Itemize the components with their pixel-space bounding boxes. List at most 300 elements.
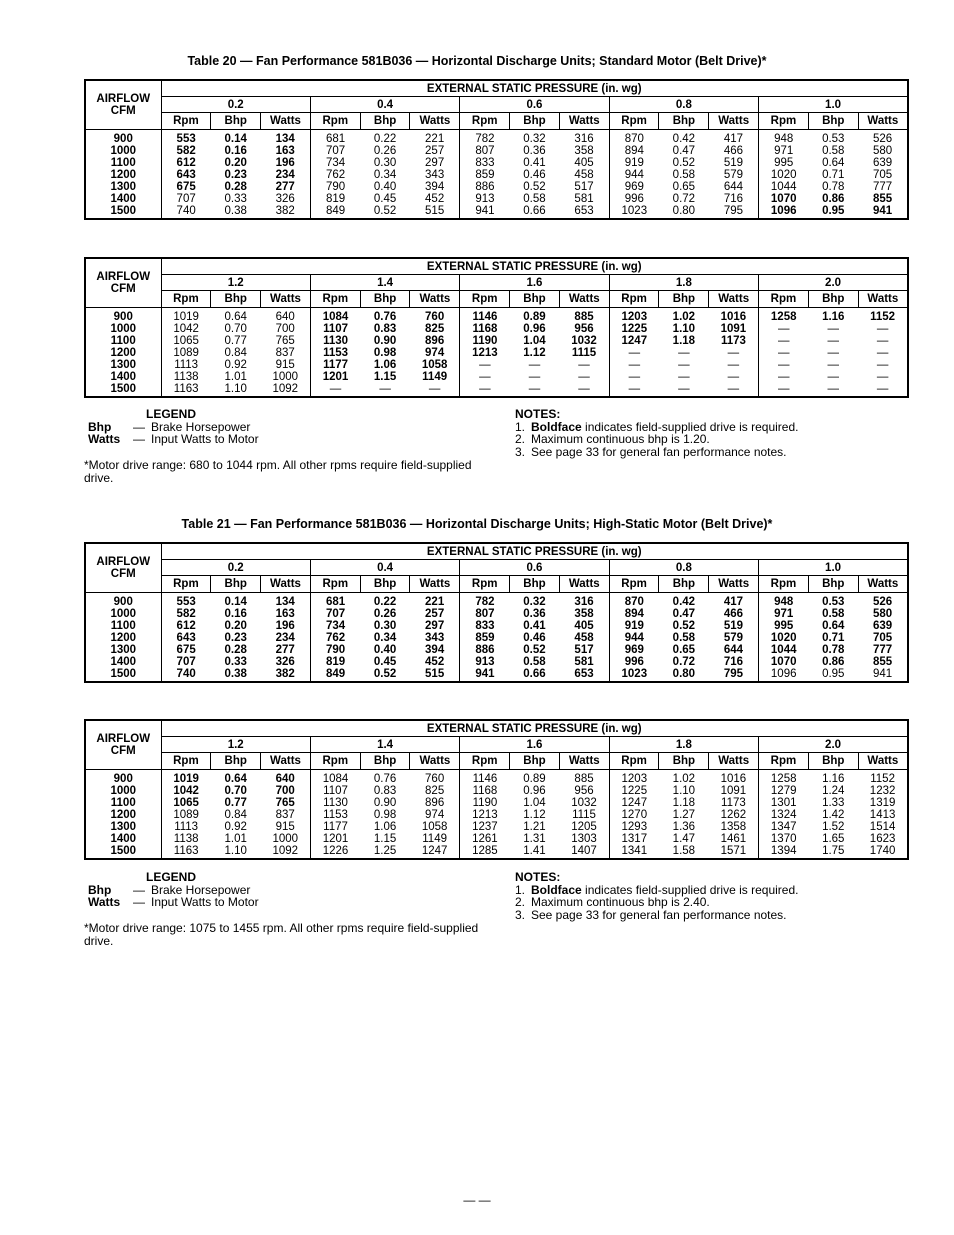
value-cell: 0.71 xyxy=(822,632,845,644)
value-cell: 581 xyxy=(559,656,609,668)
value-cell: — xyxy=(678,383,690,395)
note-number: 2. xyxy=(515,432,526,446)
note-item xyxy=(515,446,798,459)
value-cell: 1065 xyxy=(173,335,199,347)
value-cell: — xyxy=(678,347,690,359)
legend-abbr: Watts xyxy=(88,432,121,446)
value-cell: 1.10 xyxy=(224,845,247,857)
pressure-header: 1.8 xyxy=(609,275,758,291)
value-cell: 956 xyxy=(559,323,609,335)
airflow-cfm-cell: 1300 xyxy=(85,821,161,833)
note-number: 3. xyxy=(515,907,526,922)
value-cell: 1138 xyxy=(173,833,199,845)
value-cell: 0.52 xyxy=(373,668,397,680)
value-cell: 1107 xyxy=(323,785,348,797)
unit-header: Bhp xyxy=(360,113,410,130)
value-cell: 1016 xyxy=(709,770,759,786)
value-cell: 0.23 xyxy=(224,632,247,644)
value-cell: 0.89 xyxy=(523,773,546,785)
value-cell: 795 xyxy=(709,668,759,682)
airflow-header-line: AIRFLOW xyxy=(96,93,151,105)
unit-header: Watts xyxy=(709,113,759,130)
value-cell: 0.33 xyxy=(224,193,247,205)
value-cell: 1370 xyxy=(770,833,797,845)
value-cell: 297 xyxy=(410,620,460,632)
value-cell: 1173 xyxy=(709,335,759,347)
value-cell: 1201 xyxy=(322,833,349,845)
unit-header: Rpm xyxy=(609,576,659,593)
airflow-cfm-cell: 1400 xyxy=(85,656,161,668)
value-cell: 0.40 xyxy=(373,181,397,193)
unit-header: Watts xyxy=(559,113,609,130)
value-cell: 417 xyxy=(709,593,759,609)
value-cell: — xyxy=(329,383,342,395)
table-row xyxy=(85,323,908,335)
page-footer: — — xyxy=(463,1193,491,1207)
value-cell: 870 xyxy=(624,596,644,608)
value-cell: 1152 xyxy=(870,311,896,323)
value-cell: 1096 xyxy=(770,668,797,680)
value-cell: 1.58 xyxy=(672,845,696,857)
value-cell: 257 xyxy=(410,145,460,157)
value-cell: 1.27 xyxy=(672,809,696,821)
external-static-pressure-header: EXTERNAL STATIC PRESSURE (in. wg) xyxy=(161,543,908,560)
value-cell: 1146 xyxy=(472,311,498,323)
value-cell: 886 xyxy=(475,644,495,656)
value-cell: 1.06 xyxy=(373,821,397,833)
pressure-header: 1.8 xyxy=(609,737,758,753)
value-cell: 1000 xyxy=(261,833,311,845)
value-cell: 762 xyxy=(325,632,346,644)
value-cell: 0.70 xyxy=(224,323,247,335)
value-cell: 0.36 xyxy=(523,145,546,157)
unit-header: Bhp xyxy=(659,576,709,593)
value-cell: 675 xyxy=(176,181,196,193)
legend-row xyxy=(88,896,259,909)
external-static-pressure-header: EXTERNAL STATIC PRESSURE (in. wg) xyxy=(161,720,908,737)
value-cell: 886 xyxy=(475,181,495,193)
unit-header: Rpm xyxy=(609,113,659,130)
pressure-header: 1.6 xyxy=(460,275,609,291)
unit-header: Rpm xyxy=(759,291,809,308)
note-text: indicates field-supplied drive is required. xyxy=(581,419,799,434)
value-cell: 837 xyxy=(261,347,311,359)
value-cell: 740 xyxy=(176,668,196,680)
pressure-header: 0.8 xyxy=(609,560,758,576)
unit-header: Watts xyxy=(858,753,908,770)
value-cell: — xyxy=(528,359,541,371)
airflow-cfm-cell: 1200 xyxy=(85,809,161,821)
table-20-part-2 xyxy=(84,257,909,398)
value-cell: 582 xyxy=(176,145,196,157)
value-cell: 777 xyxy=(873,181,893,193)
unit-header: Bhp xyxy=(808,753,858,770)
value-cell: 1113 xyxy=(174,821,199,833)
value-cell: 1.15 xyxy=(373,833,397,845)
legend-dash: — xyxy=(133,432,145,446)
value-cell: 1152 xyxy=(870,773,895,785)
note-bold: Boldface xyxy=(531,419,582,434)
unit-header: Watts xyxy=(559,753,609,770)
table-20-footnote: *Motor drive range: 680 to 1044 rpm. All other rpms require field-supplied drive. xyxy=(84,458,472,485)
value-cell: — xyxy=(628,383,641,395)
airflow-cfm-cell: 1500 xyxy=(85,383,161,397)
value-cell: 0.83 xyxy=(373,323,397,335)
value-cell: 1303 xyxy=(559,833,609,845)
value-cell: 782 xyxy=(475,596,495,608)
value-cell: 1.42 xyxy=(822,809,845,821)
value-cell: — xyxy=(410,383,460,397)
value-cell: 0.26 xyxy=(373,608,397,620)
unit-header: Bhp xyxy=(360,576,410,593)
value-cell: 915 xyxy=(261,821,311,833)
unit-header: Rpm xyxy=(161,113,211,130)
value-cell: 1.10 xyxy=(672,785,696,797)
table-row xyxy=(85,668,908,682)
value-cell: 1065 xyxy=(173,797,199,809)
value-cell: 234 xyxy=(261,169,311,181)
unit-header: Watts xyxy=(261,113,311,130)
value-cell: — xyxy=(876,335,889,347)
value-cell: 1237 xyxy=(472,821,498,833)
table-row xyxy=(85,205,908,219)
value-cell: 0.52 xyxy=(373,205,397,217)
pressure-header: 0.6 xyxy=(460,560,609,576)
value-cell: — xyxy=(876,371,889,383)
external-static-pressure-header: EXTERNAL STATIC PRESSURE (in. wg) xyxy=(161,258,908,275)
value-cell: — xyxy=(827,323,839,335)
table-21-part-1 xyxy=(84,542,909,683)
value-cell: 515 xyxy=(410,205,460,219)
value-cell: 1201 xyxy=(322,371,349,383)
table-row xyxy=(85,181,908,193)
notes-title: NOTES: xyxy=(515,407,561,421)
airflow-cfm-cell: 1500 xyxy=(85,668,161,682)
value-cell: 859 xyxy=(475,169,495,181)
value-cell: 277 xyxy=(261,644,311,656)
value-cell: 919 xyxy=(624,157,644,169)
value-cell: 580 xyxy=(873,145,893,157)
value-cell: 1.16 xyxy=(822,773,845,785)
legend-abbr: Bhp xyxy=(88,419,112,434)
value-cell: 837 xyxy=(261,809,311,821)
unit-header: Watts xyxy=(410,291,460,308)
value-cell: — xyxy=(479,371,491,383)
value-cell: 807 xyxy=(475,608,495,620)
airflow-cfm-cell: 1500 xyxy=(85,845,161,859)
unit-header: Rpm xyxy=(161,291,211,308)
airflow-cfm-cell: 1100 xyxy=(85,797,161,809)
value-cell: 0.96 xyxy=(523,323,546,335)
unit-header: Watts xyxy=(858,113,908,130)
unit-header: Watts xyxy=(261,753,311,770)
value-cell: 1.41 xyxy=(523,845,546,857)
value-cell: 0.76 xyxy=(373,311,397,323)
value-cell: 0.22 xyxy=(373,133,397,145)
value-cell: 1279 xyxy=(770,785,797,797)
value-cell: 0.38 xyxy=(224,668,247,680)
unit-header: Bhp xyxy=(659,291,709,308)
unit-header: Bhp xyxy=(211,576,261,593)
table-21-title: Table 21 — Fan Performance 581B036 — Horizontal Discharge Units; High-Static Motor (Belt Drive)* xyxy=(181,517,773,531)
value-cell: 1163 xyxy=(173,383,199,395)
airflow-cfm-cell: 900 xyxy=(85,770,161,786)
unit-header: Watts xyxy=(858,576,908,593)
table-row xyxy=(85,145,908,157)
airflow-cfm-cell: 1300 xyxy=(85,644,161,656)
value-cell: 765 xyxy=(261,797,311,809)
unit-header: Watts xyxy=(559,576,609,593)
value-cell: 707 xyxy=(325,145,346,157)
airflow-cfm-cell: 900 xyxy=(85,593,161,609)
value-cell: 163 xyxy=(261,608,311,620)
value-cell: 0.92 xyxy=(224,359,247,371)
value-cell: 515 xyxy=(410,668,460,682)
value-cell: 582 xyxy=(176,608,196,620)
unit-header: Watts xyxy=(709,291,759,308)
value-cell: 0.89 xyxy=(523,311,546,323)
legend-row xyxy=(88,433,259,446)
legend-abbr: Bhp xyxy=(88,882,112,897)
value-cell: 0.96 xyxy=(523,785,546,797)
table-row xyxy=(85,833,908,845)
value-cell: 1341 xyxy=(621,845,648,857)
value-cell: 643 xyxy=(176,632,196,644)
value-cell: 833 xyxy=(475,157,495,169)
value-cell: 1190 xyxy=(472,797,498,809)
unit-header: Rpm xyxy=(310,291,360,308)
value-cell: 1203 xyxy=(621,311,648,323)
value-cell: 1149 xyxy=(410,371,460,383)
value-cell: — xyxy=(827,371,839,383)
value-cell: 855 xyxy=(873,656,893,668)
table-row xyxy=(85,335,908,347)
value-cell: 0.86 xyxy=(822,193,845,205)
airflow-cfm-cell: 1000 xyxy=(85,785,161,797)
value-cell: 643 xyxy=(176,169,196,181)
value-cell: 452 xyxy=(410,656,460,668)
value-cell: 0.70 xyxy=(224,785,247,797)
value-cell: 0.78 xyxy=(822,644,845,656)
table-row xyxy=(85,845,908,859)
value-cell: 1.12 xyxy=(523,347,546,359)
value-cell: 0.76 xyxy=(373,773,397,785)
value-cell: — xyxy=(876,359,889,371)
value-cell: 971 xyxy=(774,145,794,157)
value-cell: 1247 xyxy=(621,797,648,809)
value-cell: 675 xyxy=(176,644,196,656)
table-row xyxy=(85,593,908,609)
legend-title: LEGEND xyxy=(146,870,197,884)
value-cell: 762 xyxy=(325,169,346,181)
note-number: 1. xyxy=(515,882,526,897)
value-cell: 0.58 xyxy=(822,608,845,620)
value-cell: 1205 xyxy=(559,821,609,833)
value-cell: 0.46 xyxy=(523,169,546,181)
value-cell: 734 xyxy=(325,620,346,632)
value-cell: — xyxy=(827,383,839,395)
value-cell: 0.77 xyxy=(224,797,247,809)
value-cell: 0.34 xyxy=(373,169,397,181)
pressure-header: 2.0 xyxy=(759,737,908,753)
unit-header: Rpm xyxy=(609,291,659,308)
airflow-cfm-cell: 1200 xyxy=(85,347,161,359)
unit-header: Watts xyxy=(261,576,311,593)
value-cell: 0.20 xyxy=(224,620,247,632)
pressure-header: 1.0 xyxy=(759,97,908,113)
value-cell: 1130 xyxy=(323,335,349,347)
value-cell: 1203 xyxy=(621,773,648,785)
pressure-header: 1.2 xyxy=(161,737,310,753)
unit-header: Rpm xyxy=(460,291,510,308)
value-cell: 1058 xyxy=(410,359,460,371)
table-row xyxy=(85,770,908,786)
value-cell: 0.65 xyxy=(672,181,696,193)
value-cell: 740 xyxy=(176,205,196,217)
value-cell: 580 xyxy=(873,608,893,620)
value-cell: 915 xyxy=(261,359,311,371)
value-cell: 257 xyxy=(410,608,460,620)
value-cell: 0.86 xyxy=(822,656,845,668)
value-cell: 1092 xyxy=(261,845,311,859)
table-row xyxy=(85,656,908,668)
legend-text: Brake Horsepower xyxy=(151,882,251,897)
airflow-cfm-cell: 1400 xyxy=(85,193,161,205)
value-cell: 1.75 xyxy=(822,845,845,857)
value-cell: 458 xyxy=(559,632,609,644)
unit-header: Watts xyxy=(709,753,759,770)
value-cell: 1173 xyxy=(709,797,759,809)
value-cell: 134 xyxy=(261,130,311,146)
value-cell: 0.83 xyxy=(373,785,397,797)
unit-header: Bhp xyxy=(808,113,858,130)
unit-header: Rpm xyxy=(759,576,809,593)
value-cell: 1089 xyxy=(173,347,199,359)
value-cell: 896 xyxy=(410,335,460,347)
value-cell: 941 xyxy=(873,668,893,680)
table-row xyxy=(85,157,908,169)
value-cell: 996 xyxy=(624,193,644,205)
note-text: Maximum continuous bhp is 2.40. xyxy=(531,895,710,909)
table-21-notes xyxy=(515,871,798,921)
value-cell: 0.23 xyxy=(224,169,247,181)
value-cell: 700 xyxy=(261,323,311,335)
value-cell: 1115 xyxy=(559,809,609,821)
value-cell: 948 xyxy=(774,596,794,608)
value-cell: — xyxy=(827,347,839,359)
value-cell: 0.84 xyxy=(224,347,247,359)
value-cell: 1514 xyxy=(869,821,896,833)
value-cell: 0.32 xyxy=(523,133,546,145)
value-cell: 0.26 xyxy=(373,145,397,157)
table-row xyxy=(85,608,908,620)
table-21-part-2 xyxy=(84,719,909,860)
value-cell: 1.02 xyxy=(672,773,696,785)
pressure-header: 1.6 xyxy=(460,737,609,753)
value-cell: 1084 xyxy=(322,773,349,785)
value-cell: 0.72 xyxy=(672,656,696,668)
value-cell: 681 xyxy=(325,596,346,608)
value-cell: — xyxy=(528,383,541,395)
value-cell: 1225 xyxy=(621,323,648,335)
value-cell: 0.16 xyxy=(224,608,247,620)
value-cell: — xyxy=(827,335,839,347)
value-cell: 0.46 xyxy=(523,632,546,644)
value-cell: 1.52 xyxy=(822,821,845,833)
airflow-cfm-header xyxy=(85,720,161,770)
value-cell: 0.34 xyxy=(373,632,397,644)
value-cell: 1019 xyxy=(173,311,199,323)
value-cell: 297 xyxy=(410,157,460,169)
legend-abbr: Watts xyxy=(88,895,121,909)
airflow-cfm-cell: 1400 xyxy=(85,371,161,383)
value-cell: 1407 xyxy=(559,845,609,859)
pressure-header: 2.0 xyxy=(759,275,908,291)
value-cell: 944 xyxy=(624,632,644,644)
value-cell: 0.77 xyxy=(224,335,247,347)
value-cell: 855 xyxy=(873,193,893,205)
value-cell: — xyxy=(709,347,759,359)
value-cell: — xyxy=(379,383,391,395)
value-cell: 1225 xyxy=(621,785,648,797)
value-cell: 896 xyxy=(410,797,460,809)
value-cell: 640 xyxy=(261,770,311,786)
note-number: 2. xyxy=(515,895,526,909)
value-cell: 1000 xyxy=(261,371,311,383)
value-cell: 0.30 xyxy=(373,157,397,169)
airflow-cfm-header xyxy=(85,80,161,130)
value-cell: 526 xyxy=(873,596,893,608)
value-cell: 1301 xyxy=(770,797,797,809)
value-cell: 0.64 xyxy=(224,773,247,785)
value-cell: 466 xyxy=(709,608,759,620)
note-bold: Boldface xyxy=(531,882,582,897)
value-cell: 1413 xyxy=(869,809,896,821)
value-cell: 326 xyxy=(261,656,311,668)
value-cell: 1058 xyxy=(410,821,460,833)
table-row xyxy=(85,308,908,324)
unit-header: Rpm xyxy=(161,753,211,770)
value-cell: 0.84 xyxy=(224,809,247,821)
airflow-header-line: AIRFLOW xyxy=(96,271,151,283)
external-static-pressure-header: EXTERNAL STATIC PRESSURE (in. wg) xyxy=(161,80,908,97)
value-cell: 956 xyxy=(559,785,609,797)
unit-header: Watts xyxy=(410,576,460,593)
value-cell: 221 xyxy=(410,130,460,146)
airflow-cfm-cell: 1000 xyxy=(85,323,161,335)
value-cell: 1168 xyxy=(472,785,498,797)
value-cell: 639 xyxy=(873,620,893,632)
value-cell: 0.28 xyxy=(224,181,247,193)
value-cell: 1020 xyxy=(770,632,797,644)
airflow-header-line: CFM xyxy=(110,105,136,117)
value-cell: 913 xyxy=(475,193,495,205)
value-cell: 1.16 xyxy=(822,311,845,323)
unit-header: Bhp xyxy=(510,113,560,130)
pressure-header: 1.2 xyxy=(161,275,310,291)
value-cell: 519 xyxy=(709,620,759,632)
value-cell: 1347 xyxy=(770,821,797,833)
value-cell: 452 xyxy=(410,193,460,205)
table-row xyxy=(85,644,908,656)
value-cell: 1138 xyxy=(173,371,199,383)
value-cell: 221 xyxy=(410,593,460,609)
value-cell: 581 xyxy=(559,193,609,205)
value-cell: 894 xyxy=(624,608,644,620)
value-cell: 405 xyxy=(559,620,609,632)
value-cell: 394 xyxy=(410,644,460,656)
value-cell: 1.31 xyxy=(523,833,546,845)
